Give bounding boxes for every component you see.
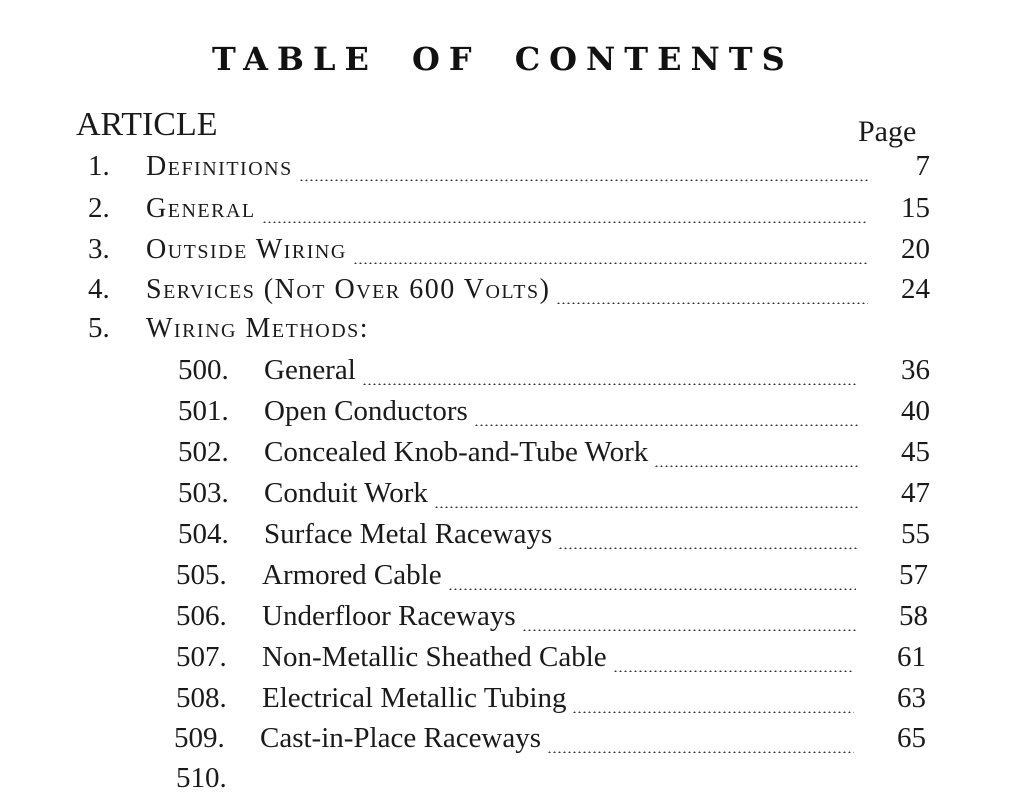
dot-leader — [522, 629, 856, 631]
toc-entry-section-500[interactable] — [178, 354, 930, 394]
section-title: Non-Metallic Sheathed Cable — [262, 641, 607, 673]
section-number: 508. — [176, 682, 227, 714]
section-title: Electrical Metallic Tubing — [262, 682, 567, 714]
section-number: 502. — [178, 436, 229, 468]
article-title: Wiring Methods: — [146, 313, 370, 344]
dot-leader — [547, 751, 854, 753]
dot-leader — [558, 547, 858, 549]
toc-entry-article-5[interactable] — [88, 312, 930, 352]
section-number: 504. — [178, 518, 229, 550]
toc-entry-article-1[interactable] — [88, 150, 930, 190]
section-number: 509. — [174, 722, 225, 754]
dot-leader — [556, 302, 868, 304]
page-title: TABLE OF CONTENTS — [212, 40, 794, 78]
page-number: 15 — [901, 192, 930, 224]
article-title: General — [146, 193, 256, 224]
section-number: 506. — [176, 600, 227, 632]
section-title: Concealed Knob-and-Tube Work — [264, 436, 649, 468]
toc-entry-section-505[interactable] — [176, 559, 928, 599]
page-number: 20 — [901, 233, 930, 265]
toc-entry-section-501[interactable] — [178, 395, 930, 435]
page-column-header: Page — [858, 115, 917, 148]
page-number: 45 — [901, 436, 930, 468]
section-number: 500. — [178, 354, 229, 386]
page-number: 40 — [901, 395, 930, 427]
toc-entry-section-504[interactable] — [178, 518, 930, 558]
page-number: 63 — [897, 682, 926, 714]
dot-leader — [262, 221, 868, 223]
dot-leader — [362, 383, 858, 385]
dot-leader — [654, 465, 858, 467]
page-number: 58 — [899, 600, 928, 632]
section-title: Underfloor Raceways — [262, 600, 516, 632]
page-number: 55 — [901, 518, 930, 550]
page-number: 61 — [897, 641, 926, 673]
section-number: 501. — [178, 395, 229, 427]
toc-entry-section-509[interactable] — [174, 722, 926, 762]
article-number: 3. — [88, 233, 110, 265]
toc-entry-article-3[interactable] — [88, 233, 930, 273]
dot-leader — [299, 179, 868, 181]
section-title: Armored Cable — [262, 559, 442, 591]
dot-leader — [613, 670, 854, 672]
page-number: 24 — [901, 273, 930, 305]
cut-off-entry — [176, 762, 227, 794]
dot-leader — [353, 262, 868, 264]
section-number: 507. — [176, 641, 227, 673]
article-number: 4. — [88, 273, 110, 305]
article-number: 1. — [88, 150, 110, 182]
dot-leader — [572, 711, 854, 713]
dot-leader — [434, 506, 858, 508]
toc-entry-section-502[interactable] — [178, 436, 930, 476]
page-number: 7 — [915, 150, 930, 182]
toc-entry-article-4[interactable] — [88, 273, 930, 313]
dot-leader — [474, 424, 858, 426]
section-number: 503. — [178, 477, 229, 509]
article-title: Services (Not Over 600 Volts) — [146, 274, 551, 305]
toc-entry-section-508[interactable] — [176, 682, 926, 722]
page-number: 47 — [901, 477, 930, 509]
toc-entry-section-506[interactable] — [176, 600, 928, 640]
section-title: Cast-in-Place Raceways — [260, 722, 542, 754]
page-number: 57 — [899, 559, 928, 591]
section-title: Surface Metal Raceways — [264, 518, 553, 550]
article-number: 2. — [88, 192, 110, 224]
article-number: 5. — [88, 312, 110, 344]
section-title: General — [264, 354, 356, 386]
section-number: 510. — [176, 762, 227, 794]
page-number: 65 — [897, 722, 926, 754]
section-number: 505. — [176, 559, 227, 591]
toc-entry-section-507[interactable] — [176, 641, 926, 681]
section-title: Open Conductors — [264, 395, 468, 427]
article-title: Definitions — [146, 151, 293, 182]
article-column-header: ARTICLE — [76, 106, 218, 143]
article-title: Outside Wiring — [146, 234, 347, 265]
toc-entry-section-503[interactable] — [178, 477, 930, 517]
page-number: 36 — [901, 354, 930, 386]
toc-entry-article-2[interactable] — [88, 192, 930, 232]
dot-leader — [448, 588, 856, 590]
section-title: Conduit Work — [264, 477, 428, 509]
